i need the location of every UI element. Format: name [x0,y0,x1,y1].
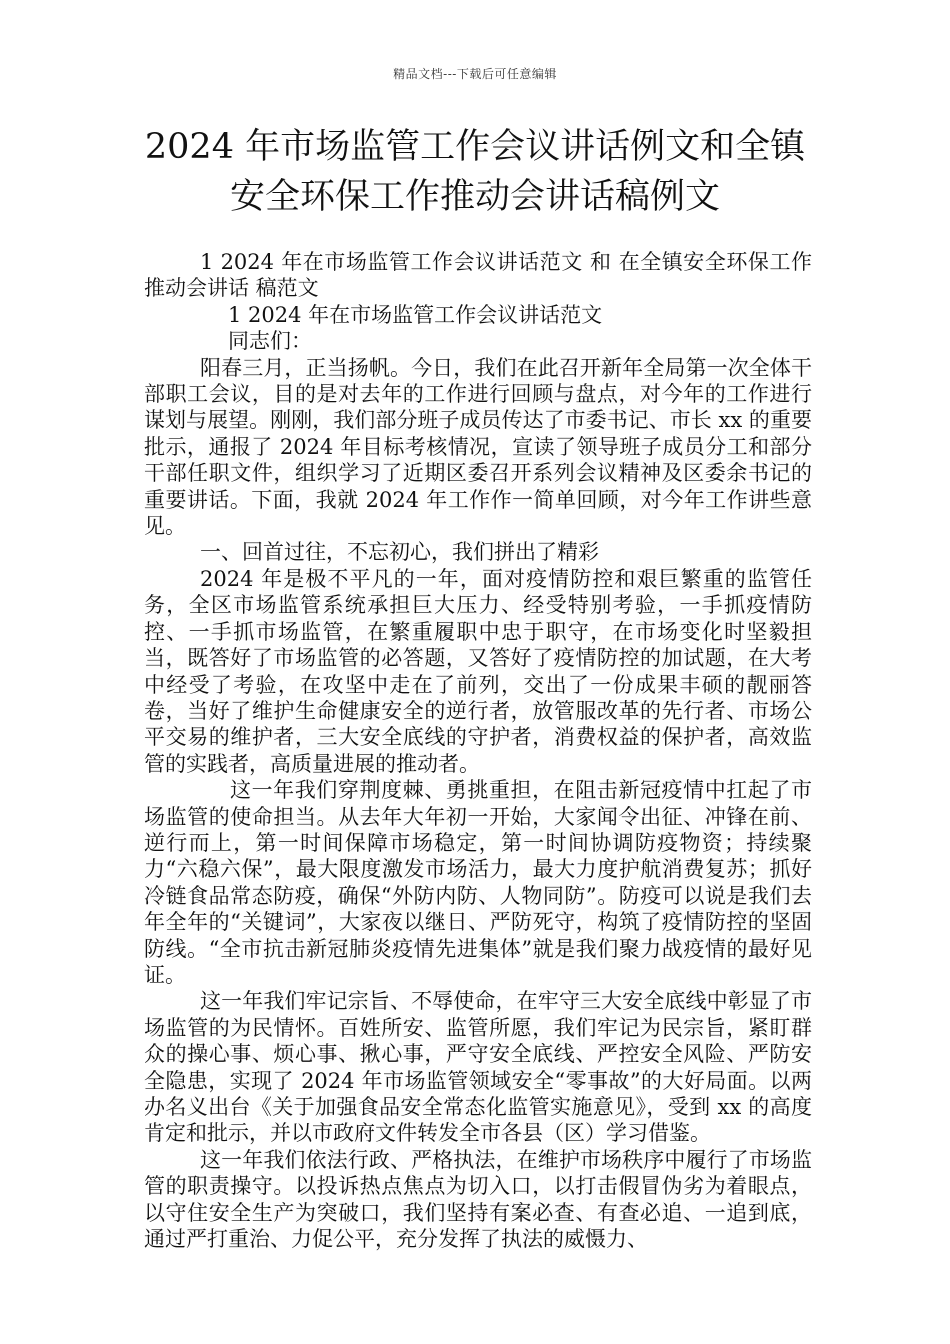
paragraph-review: 2024 年是极不平凡的一年，面对疫情防控和艰巨繁重的监管任务，全区市场监管系统承担巨大压力、经受特别考验，一手抓疫情防控、一手抓市场监管，在繁重履职中忠于职守，在市场变化时坚毅担当，既答好了市场监管的必答题，又答好了疫情防控的加试题，在大考中经受了考验，在攻坚中走在了前列，交出了一份成果丰硕的靓丽答卷，当好了维护生命健康安全的逆行者，放管服改革的先行者、市场公平交易的维护者，三大安全底线的守护者，消费权益的保护者，高效监管的实践者，高质量进展的推动者。 [144,566,812,776]
title-line-1: 2024 年市场监管工作会议讲话例文和全镇 [144,127,806,167]
page-header-note: 精品文档---下载后可任意编辑 [393,67,557,81]
paragraph-salutation: 同志们： [228,329,312,354]
paragraph-intro: 阳春三月，正当扬帆。今日，我们在此召开新年全局第一次全体干部职工会议，目的是对去年的工作进行回顾与盘点，对今年的工作进行谋划与展望。刚刚，我们部分班子成员传达了市委书记、市长 xx 的重要批示，通报了 2024 年目标考核情况，宣读了领导班子成员分工和部分干部任职文件，组织学习了近期区委召开系列会议精神及区委余书记的重要讲话。下面，我就 2024 年工作作一简单回顾，对今年工作讲些意见。 [144,355,812,539]
document-title [100,122,850,222]
title-line-2: 安全环保工作推动会讲话稿例文 [229,177,720,217]
section-heading-1: 一、回首过往，不忘初心，我们拼出了精彩 [200,540,599,565]
document-body [144,249,812,1252]
paragraph-safety: 这一年我们牢记宗旨、不辱使命，在牢守三大安全底线中彰显了市场监管的为民情怀。百姓所安、监管所愿，我们牢记为民宗旨，紧盯群众的操心事、烦心事、揪心事，严守安全底线、严控安全风险、严防安全隐患，实现了 2024 年市场监管领域安全“零事故”的大好局面。以两办名义出台《关于加强食品安全常态化监管实施意见》，受到 xx 的高度肯定和批示，并以市政府文件转发全市各县（区）学习借鉴。 [144,989,812,1146]
paragraph-enforcement: 这一年我们依法行政、严格执法，在维护市场秩序中履行了市场监管的职责操守。以投诉热点焦点为切入口，以打击假冒伪劣为着眼点，以守住安全生产为突破口，我们坚持有案必查、有查必追、一追到底，通过严打重治、力促公平，充分发挥了执法的威慑力、 [144,1147,812,1252]
paragraph-subtitle: 1 2024 年在市场监管工作会议讲话范文 [228,302,603,327]
paragraph-epidemic: 这一年我们穿荆度棘、勇挑重担，在阻击新冠疫情中扛起了市场监管的使命担当。从去年大年初一开始，大家闻令出征、冲锋在前、逆行而上，第一时间保障市场稳定，第一时间协调防疫物资；持续聚力“六稳六保”，最大限度激发市场活力，最大力度护航消费复苏；抓好冷链食品常态防疫，确保“外防内防、人物同防”。防疫可以说是我们去年全年的“关键词”，大家夜以继日、严防死守，构筑了疫情防控的坚固防线。“全市抗击新冠肺炎疫情先进集体”就是我们聚力战疫情的最好见证。 [144,778,812,987]
paragraph-toc: 1 2024 年在市场监管工作会议讲话范文 和 在全镇安全环保工作推动会讲话 稿范文 [144,250,812,301]
